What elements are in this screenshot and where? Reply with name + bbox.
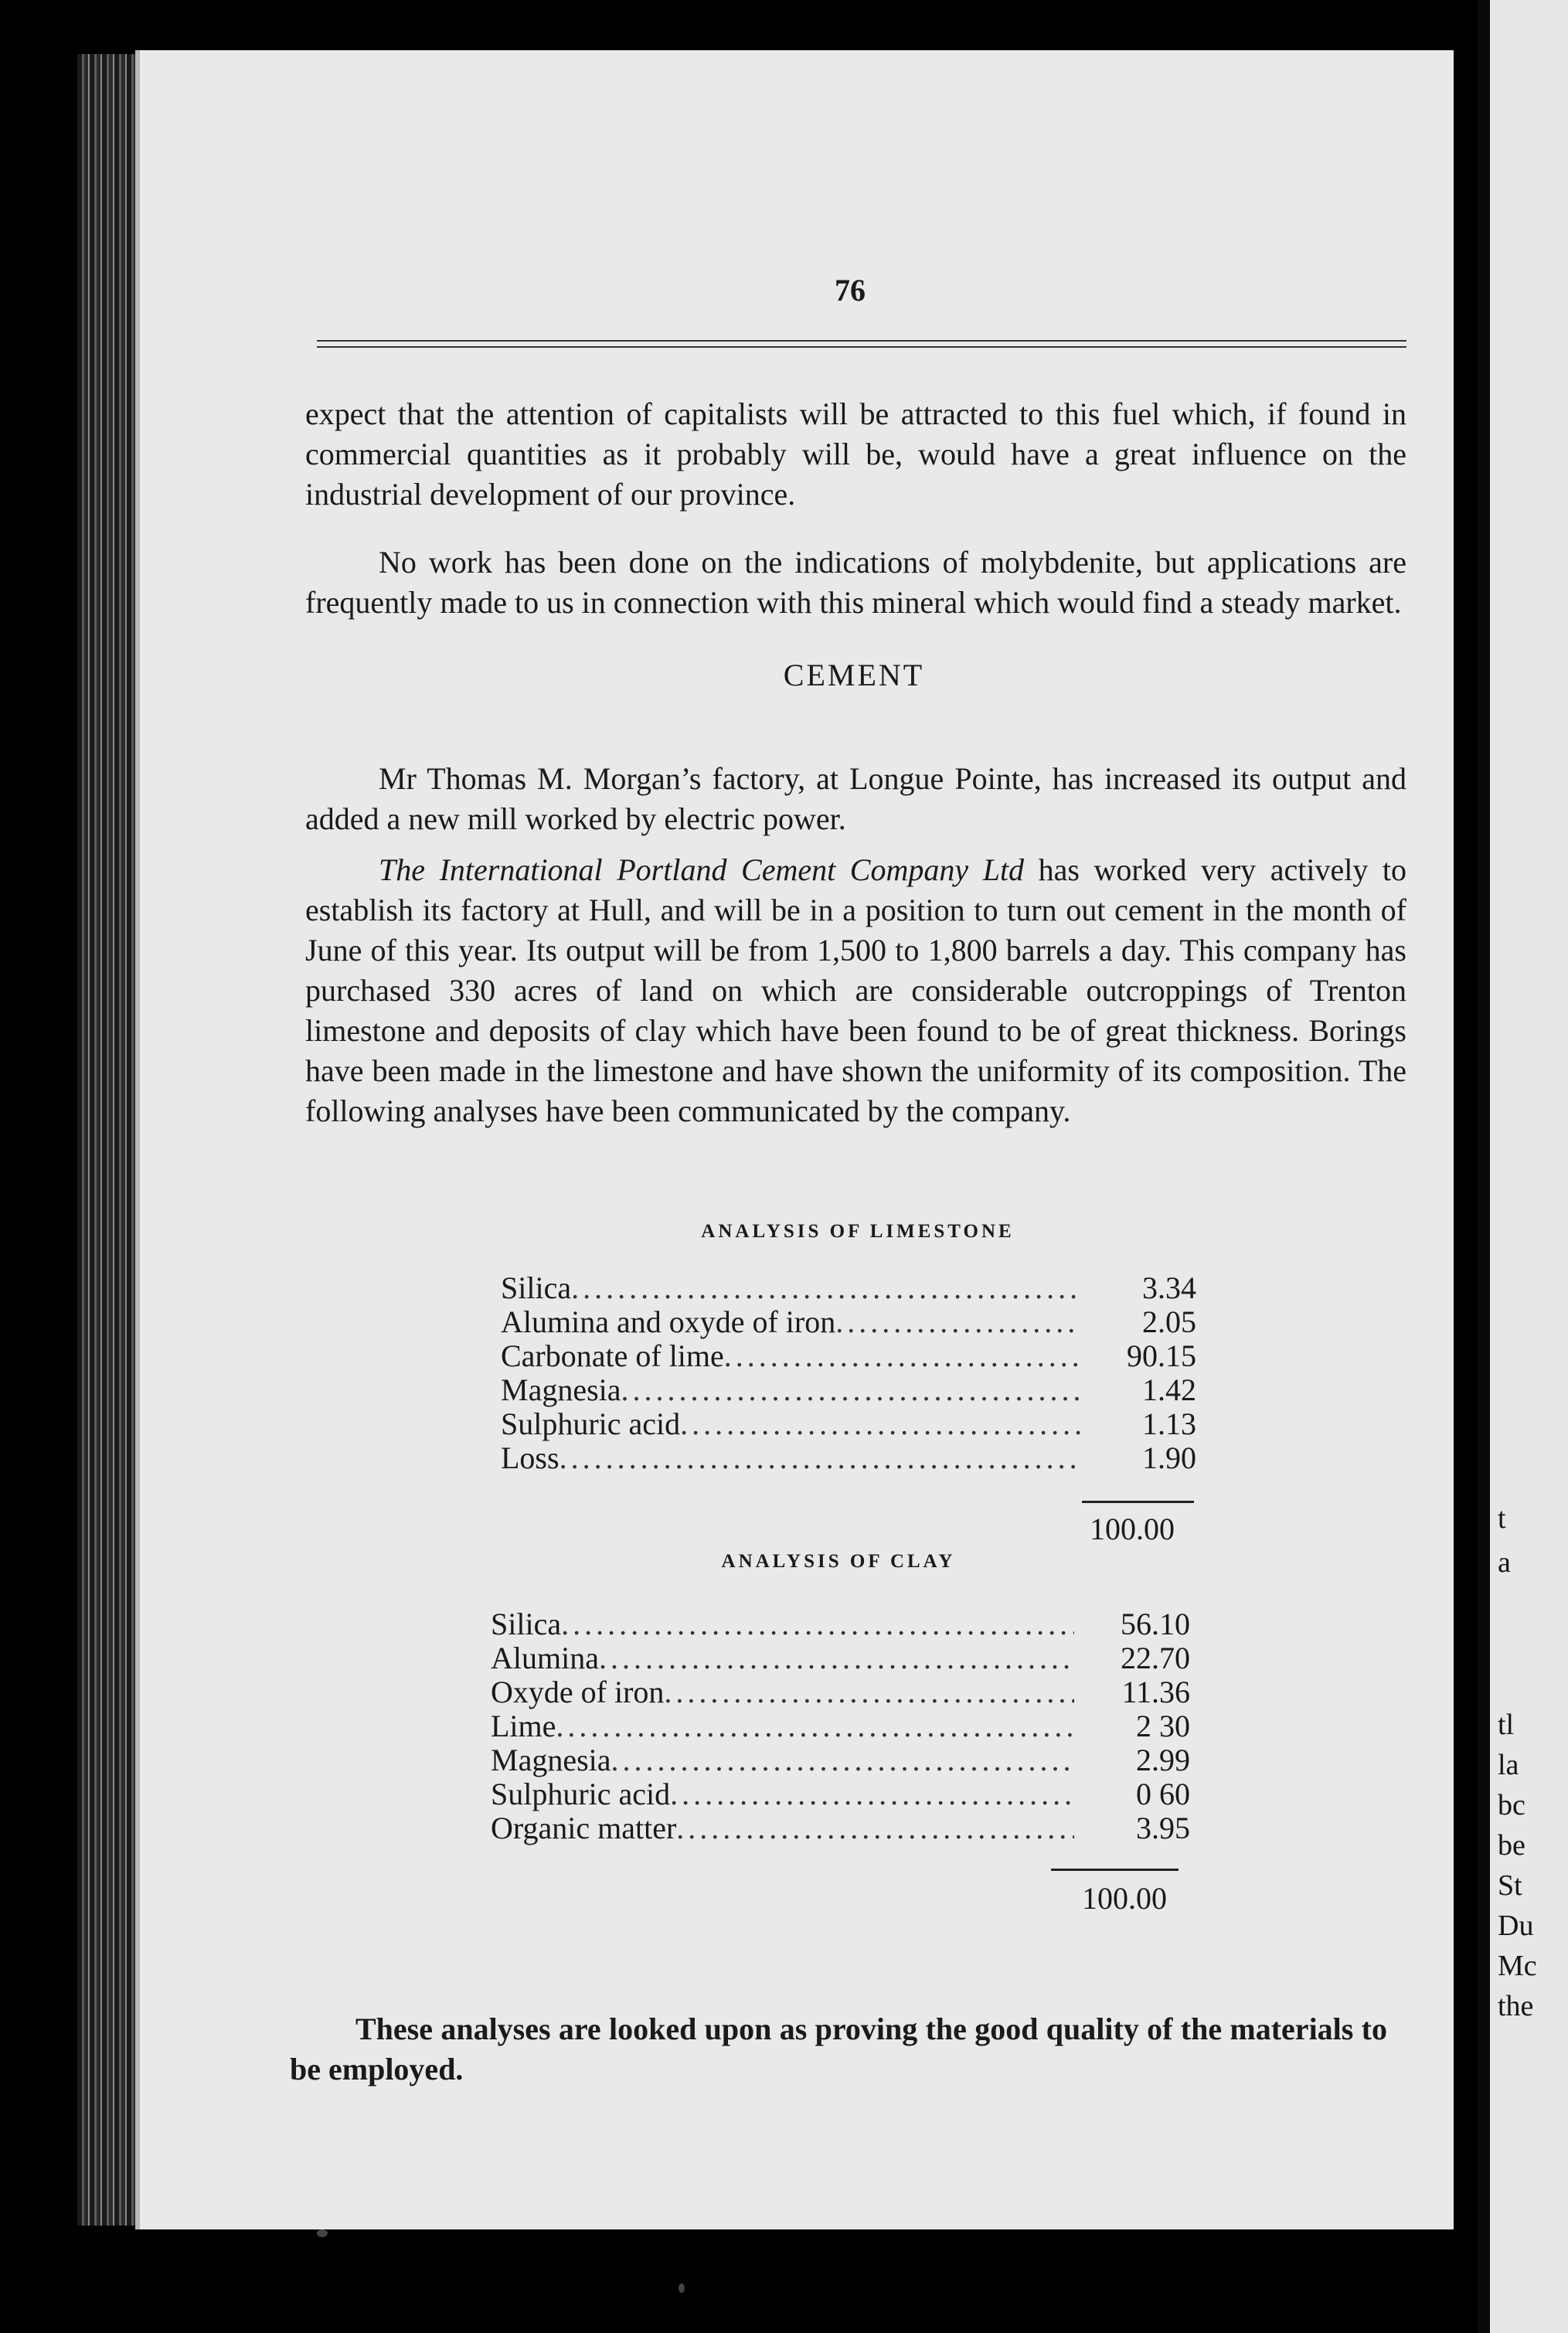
facing-page-fragment: t — [1498, 1502, 1506, 1535]
table-row — [501, 1339, 1196, 1373]
row-value: 1.42 — [1142, 1372, 1196, 1407]
facing-page-edge — [1478, 0, 1568, 2333]
dot-leader — [621, 1373, 1080, 1407]
row-label: Organic matter — [491, 1811, 677, 1845]
dot-leader — [611, 1743, 1074, 1777]
row-value: 2.05 — [1142, 1304, 1196, 1339]
row-value: 11.36 — [1121, 1675, 1190, 1709]
table-row — [501, 1407, 1196, 1441]
table-row — [501, 1271, 1196, 1305]
paragraph-portland-cement-body: has worked very actively to establish its factory at Hull, and will be in a position to turn out cement in the month of June of this year. Its output will be from 1,500 to 1,800 barrels a day. This company has purchased 330 acres of land on which are considerable outcroppings of Trenton limestone and deposits of clay which have been found to be of great thickness. Borings have been made in the limestone and have shown the uniformity of its composition. The following analyses have been communicated by the company. — [305, 852, 1407, 1128]
table-row — [501, 1305, 1196, 1339]
table-row — [491, 1709, 1190, 1743]
facing-page-fragment: St — [1498, 1869, 1522, 1902]
paragraph-capitalists: expect that the attention of capitalists will be attracted to this fuel which, if found in commercial quantities as it probably will be, would have a great influence on the industrial development of our province. — [305, 396, 1406, 512]
table-row — [491, 1743, 1190, 1777]
header-rule — [317, 340, 1406, 348]
dot-leader — [561, 1607, 1074, 1641]
clay-total: 100.00 — [1082, 1881, 1167, 1916]
row-label: Alumina — [491, 1641, 599, 1675]
total-rule — [1051, 1869, 1179, 1871]
row-label: Sulphuric acid — [501, 1406, 681, 1441]
dot-leader — [556, 1709, 1074, 1743]
row-label: Silica — [501, 1270, 572, 1305]
dot-leader — [599, 1641, 1074, 1675]
company-name: The International Portland Cement Company Ltd — [379, 852, 1025, 887]
dot-leader — [724, 1339, 1080, 1373]
table-row — [491, 1607, 1190, 1641]
table-row — [501, 1373, 1196, 1407]
facing-page-fragment: tl — [1498, 1709, 1515, 1741]
row-value: 22.70 — [1121, 1641, 1190, 1675]
row-value: 1.13 — [1142, 1406, 1196, 1441]
limestone-total: 100.00 — [1090, 1512, 1175, 1546]
total-rule — [1082, 1501, 1194, 1503]
facing-page-fragment: bc — [1498, 1789, 1525, 1821]
section-heading-cement: CEMENT — [783, 658, 925, 692]
row-label: Silica — [491, 1607, 562, 1641]
dot-leader — [560, 1441, 1080, 1475]
row-value: 0 60 — [1136, 1777, 1190, 1811]
row-value: 56.10 — [1121, 1607, 1190, 1641]
dot-leader — [680, 1407, 1080, 1441]
row-value: 90.15 — [1127, 1338, 1196, 1373]
row-label: Magnesia — [501, 1372, 621, 1407]
scan-speck — [679, 2284, 685, 2293]
limestone-table-title: ANALYSIS OF LIMESTONE — [701, 1221, 1015, 1242]
facing-page-fragment: Du — [1498, 1910, 1534, 1942]
table-row — [491, 1641, 1190, 1675]
facing-page-fragment: be — [1498, 1829, 1525, 1862]
row-value: 3.34 — [1142, 1270, 1196, 1305]
clay-analysis-table — [491, 1607, 1190, 1845]
row-label: Alumina and oxyde of iron — [501, 1304, 836, 1339]
scan-speck — [317, 2229, 328, 2237]
facing-page-fragment: Mc — [1498, 1950, 1537, 1982]
row-label: Loss — [501, 1440, 560, 1475]
paragraph-portland-cement — [305, 850, 1406, 1131]
facing-page-fragment: a — [1498, 1546, 1511, 1579]
dot-leader — [571, 1271, 1080, 1305]
dot-leader — [835, 1305, 1080, 1339]
table-row — [491, 1811, 1190, 1845]
table-row — [501, 1441, 1196, 1475]
row-label: Oxyde of iron — [491, 1675, 665, 1709]
paragraph-conclusion: These analyses are looked upon as proving the good quality of the materials to be employed. — [290, 2012, 1387, 2086]
table-row — [491, 1675, 1190, 1709]
clay-table-title: ANALYSIS OF CLAY — [721, 1551, 956, 1572]
paragraph-morgan-factory: Mr Thomas M. Morgan’s factory, at Longue Pointe, has increased its output and added a new mill worked by electric power. — [305, 761, 1406, 836]
row-label: Lime — [491, 1709, 556, 1743]
page-number: 76 — [835, 273, 866, 308]
limestone-analysis-table — [501, 1271, 1196, 1475]
row-label: Carbonate of lime — [501, 1338, 724, 1373]
row-label: Magnesia — [491, 1743, 611, 1777]
table-row — [491, 1777, 1190, 1811]
dot-leader — [676, 1811, 1074, 1845]
dot-leader — [664, 1675, 1074, 1709]
book-page — [135, 50, 1454, 2229]
row-value: 1.90 — [1142, 1440, 1196, 1475]
row-value: 3.95 — [1136, 1811, 1190, 1845]
row-value: 2.99 — [1136, 1743, 1190, 1777]
row-value: 2 30 — [1136, 1709, 1190, 1743]
facing-page-fragment: the — [1498, 1990, 1534, 2022]
dot-leader — [670, 1777, 1074, 1811]
row-label: Sulphuric acid — [491, 1777, 671, 1811]
paragraph-molybdenite: No work has been done on the indications of molybdenite, but applications are frequently made to us in connection with this mineral which would find a steady market. — [305, 545, 1406, 620]
facing-page-fragment: la — [1498, 1749, 1519, 1781]
